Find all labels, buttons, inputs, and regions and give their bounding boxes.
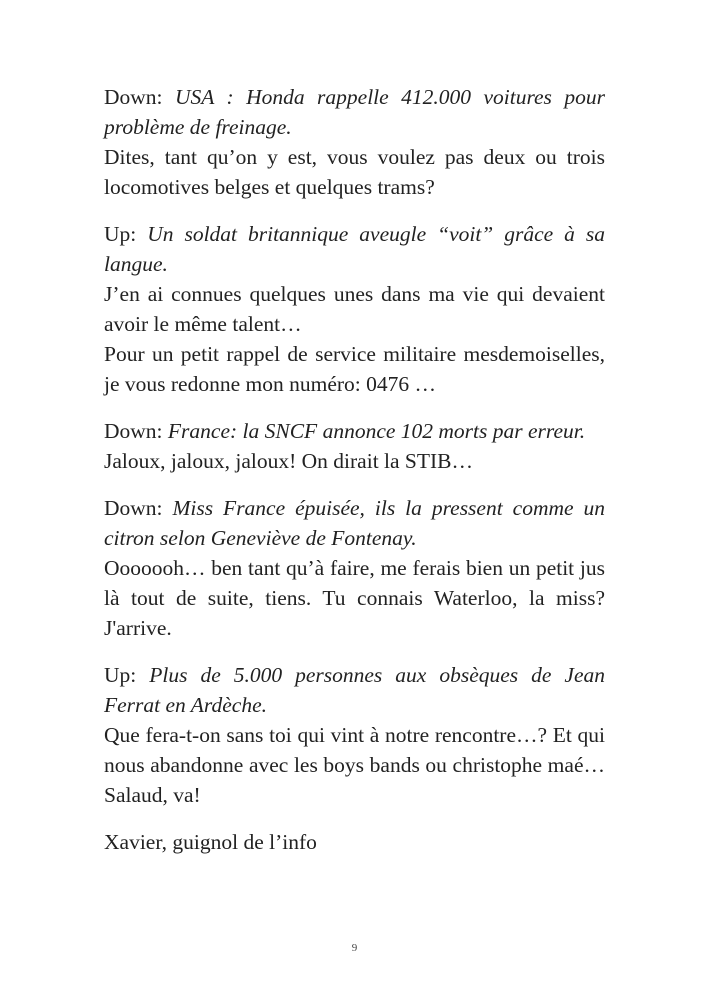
entry-tag: Down: xyxy=(104,419,163,443)
entry-headline: Un soldat britannique aveugle “voit” grâce à sa langue. xyxy=(104,222,605,276)
entry-comment: Jaloux, jaloux, jaloux! On dirait la STIB… xyxy=(104,449,474,473)
news-entry-3 xyxy=(104,416,605,476)
entry-tag: Down: xyxy=(104,85,163,109)
entry-headline: Plus de 5.000 personnes aux obsèques de Jean Ferrat en Ardèche. xyxy=(104,663,605,717)
entry-comment: Dites, tant qu’on y est, vous voulez pas deux ou trois locomotives belges et quelques trams? xyxy=(104,145,605,199)
entry-headline-line xyxy=(104,219,605,279)
entry-comment: Ooooooh… ben tant qu’à faire, me ferais bien un petit jus là tout de suite, tiens. Tu connais Waterloo, la miss? J'arrive. xyxy=(104,556,605,640)
article-body xyxy=(104,82,605,857)
entry-headline-line xyxy=(104,493,605,553)
entry-comment: Que fera-t-on sans toi qui vint à notre rencontre…? Et qui nous abandonne avec les boys bands ou christophe maé… Salaud, va! xyxy=(104,723,605,807)
page-number: 9 xyxy=(351,942,358,954)
entry-tag: Down: xyxy=(104,496,163,520)
entry-comment: J’en ai connues quelques unes dans ma vie qui devaient avoir le même talent… xyxy=(104,282,605,336)
entry-headline-line xyxy=(104,82,605,142)
entry-headline-line xyxy=(104,416,605,446)
news-entry-4 xyxy=(104,493,605,643)
entry-headline-line xyxy=(104,660,605,720)
entry-tag: Up: xyxy=(104,663,137,687)
news-entry-5 xyxy=(104,660,605,810)
author-signature: Xavier, guignol de l’info xyxy=(104,830,317,854)
entry-headline: USA : Honda rappelle 412.000 voitures pour problème de freinage. xyxy=(104,85,605,139)
news-entry-1 xyxy=(104,82,605,202)
entry-headline: France: la SNCF annonce 102 morts par erreur. xyxy=(167,419,586,443)
entry-headline: Miss France épuisée, ils la pressent comme un citron selon Geneviève de Fontenay. xyxy=(104,496,605,550)
news-entry-2 xyxy=(104,219,605,399)
entry-tag: Up: xyxy=(104,222,137,246)
entry-comment: Pour un petit rappel de service militaire mesdemoiselles, je vous redonne mon numéro: 0476 … xyxy=(104,342,605,396)
